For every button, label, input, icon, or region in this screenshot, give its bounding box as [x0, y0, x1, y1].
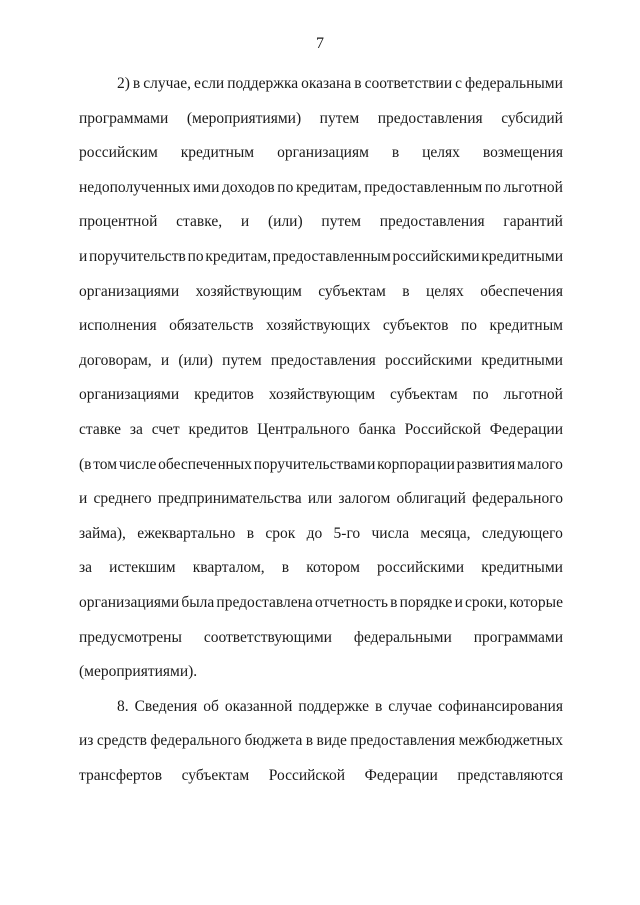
- text-line: [79, 697, 563, 732]
- word: 2): [117, 75, 130, 92]
- word: до: [306, 524, 323, 542]
- word: трансфертов: [79, 766, 163, 784]
- word: путем: [222, 351, 262, 369]
- word: федерального: [150, 732, 242, 750]
- word: (мероприятиями).: [79, 663, 198, 681]
- page-number: 7: [316, 35, 324, 52]
- word: кредитов: [194, 386, 254, 404]
- word: и: [160, 351, 170, 369]
- word: по: [277, 178, 294, 196]
- word: корпорации: [377, 455, 455, 473]
- word: счет: [151, 420, 180, 438]
- word: 8.: [117, 697, 129, 715]
- word: по: [484, 178, 501, 196]
- word: предоставленным: [364, 178, 483, 196]
- word: соответствующими: [203, 628, 332, 646]
- text-line: [79, 143, 563, 178]
- word: Российской: [268, 766, 346, 784]
- word: кредитными: [481, 559, 563, 577]
- word: порядке: [399, 593, 453, 611]
- text-line: [79, 247, 563, 282]
- word: межбюджетных: [458, 732, 563, 750]
- word: федеральными: [353, 628, 452, 646]
- word: исполнения: [79, 317, 157, 335]
- text-line: [79, 455, 563, 490]
- word: предоставлена: [216, 593, 313, 611]
- word: в: [246, 524, 255, 542]
- word: кредитным: [489, 317, 563, 335]
- word: (или): [178, 351, 213, 369]
- text-line: [79, 489, 563, 524]
- word: (или): [267, 213, 303, 231]
- word: числе: [118, 455, 157, 473]
- word: срок: [265, 524, 296, 542]
- word: федерального: [472, 490, 563, 508]
- word: которые: [509, 593, 563, 611]
- word: по: [472, 386, 489, 404]
- word: льготной: [503, 178, 563, 196]
- word: оказана: [301, 75, 352, 92]
- text-line: [79, 628, 563, 663]
- word: случае,: [143, 75, 192, 92]
- text-line: [79, 593, 563, 628]
- word: месяца,: [420, 524, 471, 542]
- word: 5-го: [333, 524, 361, 542]
- word: кредитам,: [295, 178, 362, 196]
- text-line: [79, 351, 563, 386]
- word: ежеквартально: [137, 524, 236, 542]
- word: в: [391, 144, 400, 162]
- word: с: [455, 75, 463, 92]
- word: организациями: [79, 386, 180, 404]
- word: (мероприятиями): [186, 109, 302, 127]
- word: обеспеченных: [158, 455, 252, 473]
- word: займа),: [79, 524, 126, 542]
- word: обеспечения: [480, 282, 563, 300]
- word: (в: [79, 455, 92, 473]
- word: субсидий: [501, 109, 563, 127]
- word: ставке,: [176, 213, 223, 231]
- word: предусмотрены: [79, 628, 182, 646]
- word: Сведения: [134, 697, 198, 715]
- word: российскими: [377, 559, 465, 577]
- word: в: [402, 282, 410, 300]
- word: средств: [96, 732, 147, 750]
- word: недополученных: [79, 178, 191, 196]
- word: кредитными: [481, 351, 563, 369]
- text-line: [79, 316, 563, 351]
- text-line: [79, 109, 563, 144]
- word: предпринимательства: [157, 490, 302, 508]
- word: залогом: [338, 490, 391, 508]
- word: договорам,: [79, 351, 152, 369]
- word: соответствии: [364, 75, 453, 92]
- word: и: [240, 213, 250, 231]
- word: предоставления: [270, 351, 376, 369]
- word: ставке: [79, 420, 122, 438]
- word: субъектам: [318, 282, 386, 300]
- word: ими: [192, 178, 220, 196]
- word: организациями: [79, 282, 180, 300]
- word: если: [194, 75, 225, 92]
- word: кварталом,: [192, 559, 265, 577]
- text-line: [79, 178, 563, 213]
- text-line: [79, 731, 563, 766]
- word: представляются: [457, 766, 563, 784]
- word: хозяйствующих: [266, 317, 371, 335]
- word: российскими: [384, 351, 473, 369]
- word: организациям: [277, 144, 369, 162]
- word: предоставления: [350, 732, 456, 750]
- word: в: [132, 75, 141, 92]
- word: и: [454, 593, 463, 611]
- word: за: [79, 559, 93, 577]
- word: за: [129, 420, 143, 438]
- word: в: [354, 75, 362, 92]
- word: истекшим: [109, 559, 176, 577]
- word: субъектам: [181, 766, 250, 784]
- word: кредитными: [481, 247, 563, 265]
- word: и: [79, 247, 88, 265]
- word: по: [187, 247, 204, 265]
- word: малого: [517, 455, 563, 473]
- text-line: [79, 74, 563, 109]
- word: по: [460, 317, 477, 335]
- text-line: [79, 662, 563, 697]
- word: в: [305, 732, 314, 750]
- word: путем: [319, 109, 360, 127]
- word: федеральными: [465, 75, 563, 92]
- word: случае: [388, 697, 433, 715]
- word: котором: [306, 559, 360, 577]
- word: отчетность: [314, 593, 388, 611]
- word: том: [93, 455, 118, 473]
- word: субъектам: [390, 386, 458, 404]
- text-line: [79, 282, 563, 317]
- word: следующего: [481, 524, 563, 542]
- word: кредитов: [188, 420, 249, 438]
- word: развития: [456, 455, 516, 473]
- word: поручительствами: [253, 455, 376, 473]
- word: субъектов: [382, 317, 449, 335]
- word: российским: [79, 144, 158, 162]
- word: в: [281, 559, 290, 577]
- body-text: [79, 74, 563, 800]
- word: была: [181, 593, 215, 611]
- word: кредитным: [180, 144, 255, 162]
- word: доходов: [222, 178, 275, 196]
- text-line: [79, 212, 563, 247]
- word: процентной: [79, 213, 158, 231]
- word: целях: [425, 282, 464, 300]
- text-line: [79, 420, 563, 455]
- word: поддержке: [298, 697, 370, 715]
- word: или: [307, 490, 333, 508]
- text-line: [79, 558, 563, 593]
- word: путем: [321, 213, 361, 231]
- word: предоставленным: [272, 247, 391, 265]
- word: Федерации: [364, 766, 438, 784]
- word: в: [390, 593, 398, 611]
- word: облигаций: [396, 490, 466, 508]
- word: поручительств: [89, 247, 186, 265]
- word: Российской: [404, 420, 481, 438]
- word: программами: [473, 628, 563, 646]
- word: и: [79, 490, 88, 508]
- word: предоставления: [377, 109, 483, 127]
- word: среднего: [93, 490, 152, 508]
- word: целях: [422, 144, 460, 162]
- word: из: [79, 732, 94, 750]
- text-line: [79, 524, 563, 559]
- word: предоставления: [379, 213, 485, 231]
- text-line: [79, 385, 563, 420]
- word: программами: [79, 109, 169, 127]
- word: об: [203, 697, 219, 715]
- text-line: [79, 766, 563, 801]
- word: сроки,: [465, 593, 508, 611]
- word: гарантий: [503, 213, 563, 231]
- word: хозяйствующим: [195, 282, 302, 300]
- word: организациями: [79, 593, 180, 611]
- word: возмещения: [482, 144, 563, 162]
- word: банка: [358, 420, 396, 438]
- word: хозяйствующим: [268, 386, 376, 404]
- word: в: [375, 697, 383, 715]
- word: обязательств: [169, 317, 254, 335]
- word: Федерации: [489, 420, 563, 438]
- word: Центрального: [257, 420, 350, 438]
- word: льготной: [503, 386, 563, 404]
- word: числа: [371, 524, 410, 542]
- word: виде: [316, 732, 347, 750]
- word: софинансирования: [438, 697, 563, 715]
- word: бюджета: [244, 732, 303, 750]
- word: поддержка: [227, 75, 299, 92]
- word: кредитам,: [205, 247, 272, 265]
- word: российскими: [392, 247, 480, 265]
- word: оказанной: [224, 697, 293, 715]
